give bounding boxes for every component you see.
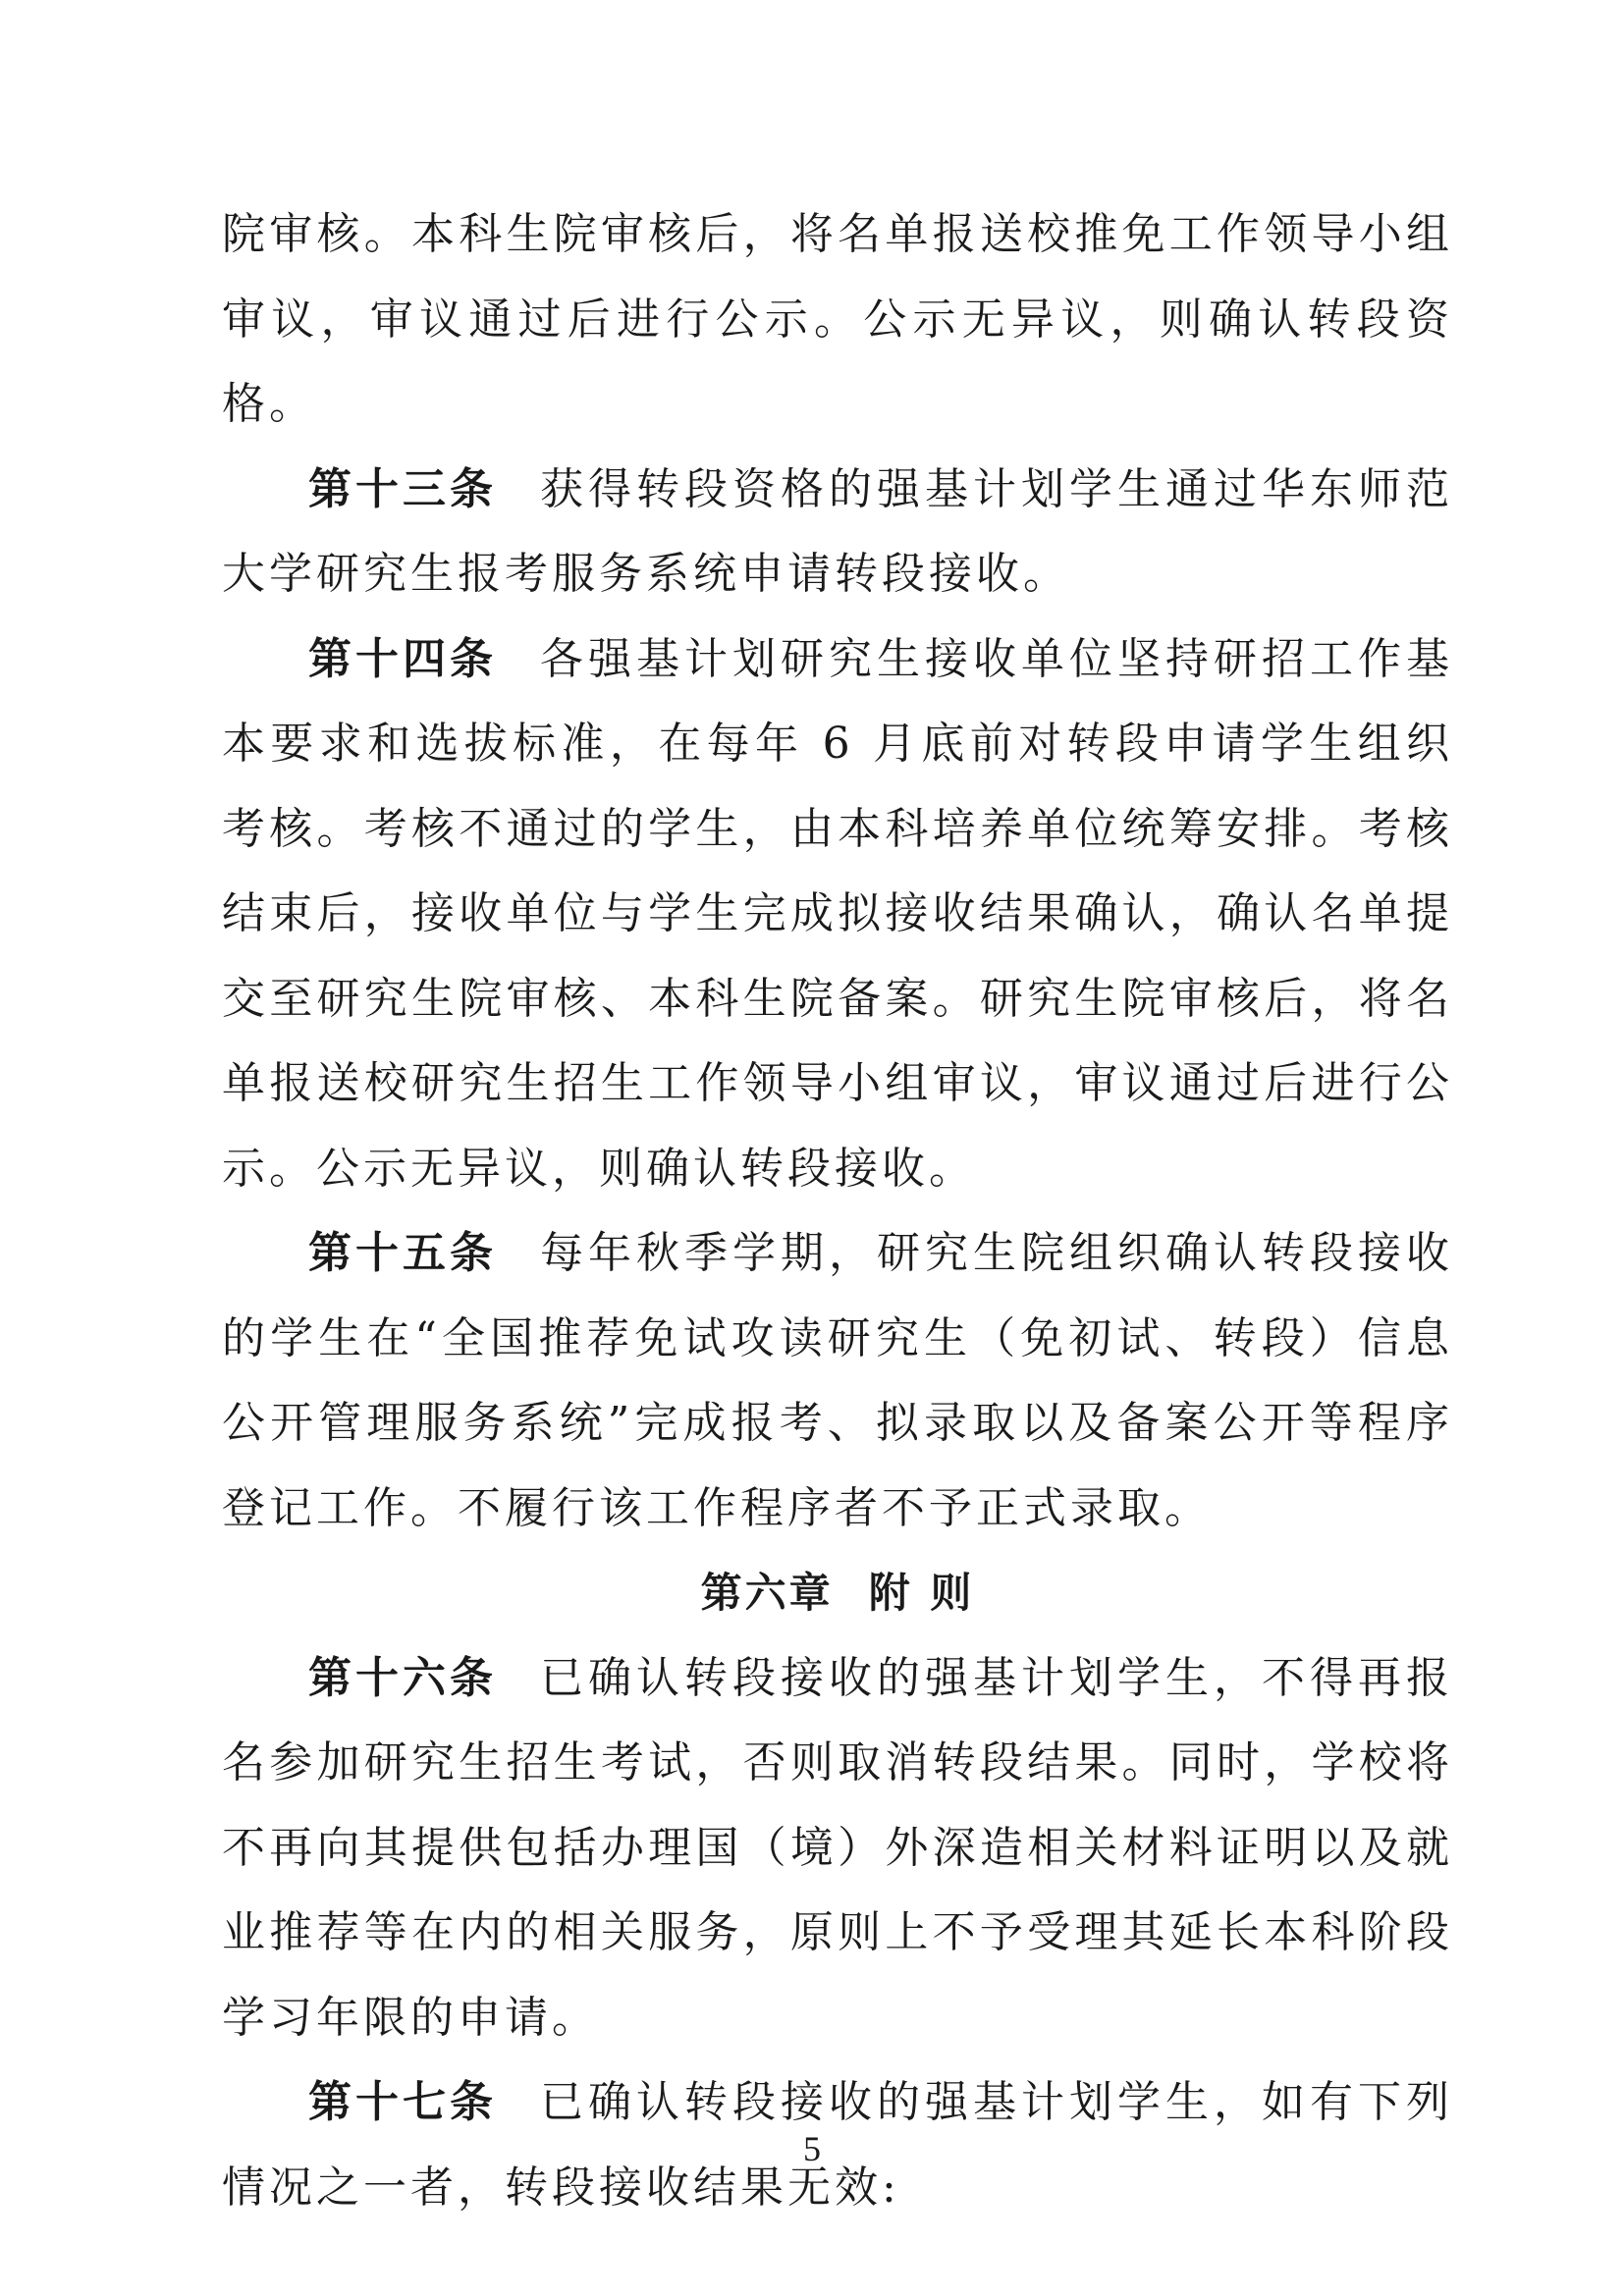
paragraph-text: 已确认转段接收的强基计划学生，如有下列情况之一者，转段接收结果无效: — [222, 2077, 1453, 2213]
article-13-paragraph — [222, 448, 1453, 617]
article-number: 第十五条 — [308, 1228, 497, 1278]
article-16-paragraph — [222, 1636, 1453, 2061]
chapter-title: 附 则 — [868, 1569, 975, 1617]
chapter-number: 第六章 — [700, 1569, 834, 1617]
paragraph-text: 各强基计划研究生接收单位坚持研招工作基本要求和选拔标准，在每年 6 月底前对转段申请学生组织考核。考核不通过的学生，由本科培养单位统筹安排。考核结束后，接收单位与学生完成拟接收结果确认，确认名单提交至研究生院审核、本科生院备案。研究生院审核后，将名单报送校研究生招生工作领导小组审议，审议通过后进行公示。公示无异议，则确认转段接收。 — [222, 633, 1453, 1194]
article-number: 第十六条 — [308, 1652, 497, 1703]
article-15-paragraph — [222, 1211, 1453, 1551]
paragraph-text: 院审核。本科生院审核后，将名单报送校推免工作领导小组审议，审议通过后进行公示。公示无异议，则确认转段资格。 — [222, 209, 1453, 429]
chapter-heading — [222, 1551, 1453, 1636]
article-number: 第十三条 — [308, 463, 497, 514]
page-number: 5 — [803, 2129, 821, 2168]
article-14-paragraph — [222, 617, 1453, 1212]
paragraph-text: 已确认转段接收的强基计划学生，不得再报名参加研究生招生考试，否则取消转段结果。同时，学校将不再向其提供包括办理国（境）外深造相关材料证明以及就业推荐等在内的相关服务，原则上不予受理其延长本科阶段学习年限的申请。 — [222, 1652, 1453, 2043]
paragraph-text: 每年秋季学期，研究生院组织确认转段接收的学生在“全国推荐免试攻读研究生（免初试、转段）信息公开管理服务系统”完成报考、拟录取以及备案公开等程序登记工作。不履行该工作程序者不予正式录取。 — [222, 1228, 1453, 1533]
paragraph-continued — [222, 192, 1453, 448]
article-number: 第十四条 — [308, 633, 497, 684]
article-number: 第十七条 — [308, 2077, 497, 2127]
paragraph-text: 获得转段资格的强基计划学生通过华东师范大学研究生报考服务系统申请转段接收。 — [222, 463, 1453, 599]
document-body — [222, 192, 1453, 2230]
